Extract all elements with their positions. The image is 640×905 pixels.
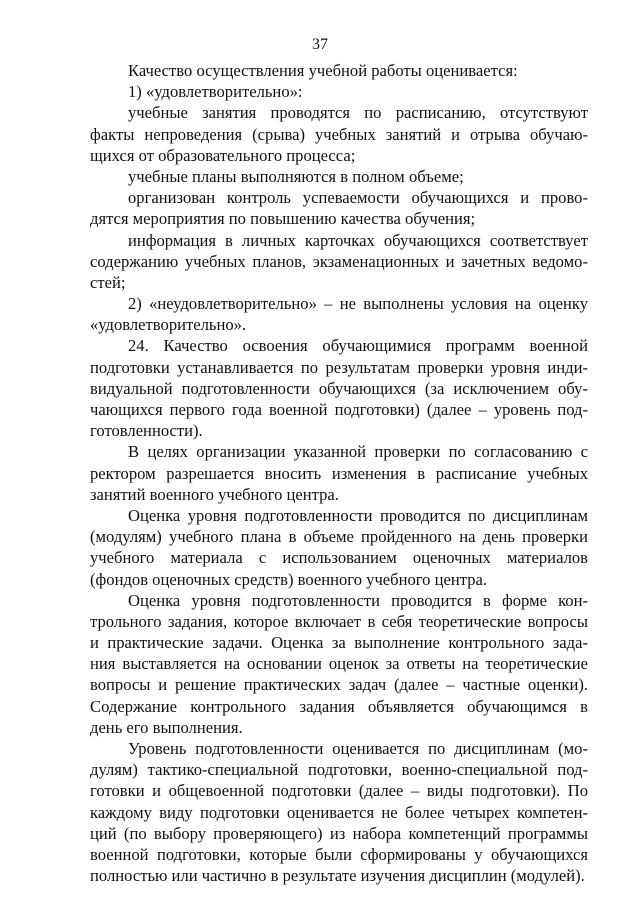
text-line: учебного материала с использованием оценочных материалов [90,548,588,568]
text-line: информация в личных карточках обучающихся соответствует [128,230,588,250]
text-line: полностью или частично в результате изучения дисциплин (модулей). [90,866,585,886]
text-line: занятий военного учебного центра. [90,484,339,504]
text-line: Качество осуществления учебной работы оценивается: [128,61,518,80]
text-line: факты непроведения (срыва) учебных занятий и отрыва обучаю- [90,124,588,144]
text-line: 2) «неудовлетворительно» – не выполнены условия на оценку [128,294,588,314]
page-number: 37 [312,36,328,53]
text-line: 24. Качество освоения обучающимися программ военной [128,336,588,356]
text-line: подготовки устанавливается по результатам проверки уровня инди- [90,357,588,377]
text-line: Оценка уровня подготовленности проводится по дисциплинам [128,505,588,525]
text-line: военной подготовки, которые были сформированы у обучающихся [90,844,588,864]
text-line: ния выставляется на основании оценок за ответы на теоретические [90,654,588,674]
text-line: готовленности). [90,421,203,441]
text-line: Уровень подготовленности оценивается по дисциплинам (мо- [128,739,588,758]
text-line: вопросы и решение практических задач (далее – частные оценки). [90,675,588,695]
text-line: В целях организации указанной проверки по согласованию с [128,442,588,462]
document-body [90,60,588,886]
text-line: дятся мероприятия по повышению качества обучения; [90,209,476,229]
text-line: чающихся первого года военной подготовки) (далее – уровень под- [90,400,588,419]
text-line: учебные планы выполняются в полном объеме; [128,166,464,186]
text-line: щихся от образовательного процесса; [90,145,356,165]
text-line: день его выполнения. [90,717,243,737]
text-line: стей; [90,272,126,292]
text-line: трольного задания, которое включает в себя теоретические вопросы [90,611,588,631]
text-line: готовки и общевоенной подготовки (далее – виды подготовки). По [90,781,588,801]
text-line: содержанию учебных планов, экзаменационных и зачетных ведомо- [90,251,588,271]
text-line: 1) «удовлетворительно»: [128,82,303,102]
text-line: ций (по выбору проверяющего) из набора компетенций программы [90,823,588,843]
text-line: дулям) тактико-специальной подготовки, военно-специальной под- [90,760,588,780]
text-line: «удовлетворительно». [90,315,247,335]
text-line: ректором разрешается вносить изменения в расписание учебных [90,463,588,483]
text-line: каждому виду подготовки оценивается не более четырех компетен- [90,802,588,822]
text-line: Оценка уровня подготовленности проводится в форме кон- [128,590,588,610]
text-line: видуальной подготовленности обучающихся (за исключением обу- [90,378,588,398]
text-line: учебные занятия проводятся по расписанию, отсутствуют [128,103,588,123]
text-line: организован контроль успеваемости обучающихся и прово- [128,188,588,208]
text-line: (модулям) учебного плана в объеме пройденного на день проверки [90,527,588,547]
text-line: и практические задачи. Оценка за выполнение контрольного зада- [90,633,588,653]
text-line: (фондов оценочных средств) военного учебного центра. [90,569,488,589]
text-line: Содержание контрольного задания объявляется обучающимся в [90,696,588,716]
